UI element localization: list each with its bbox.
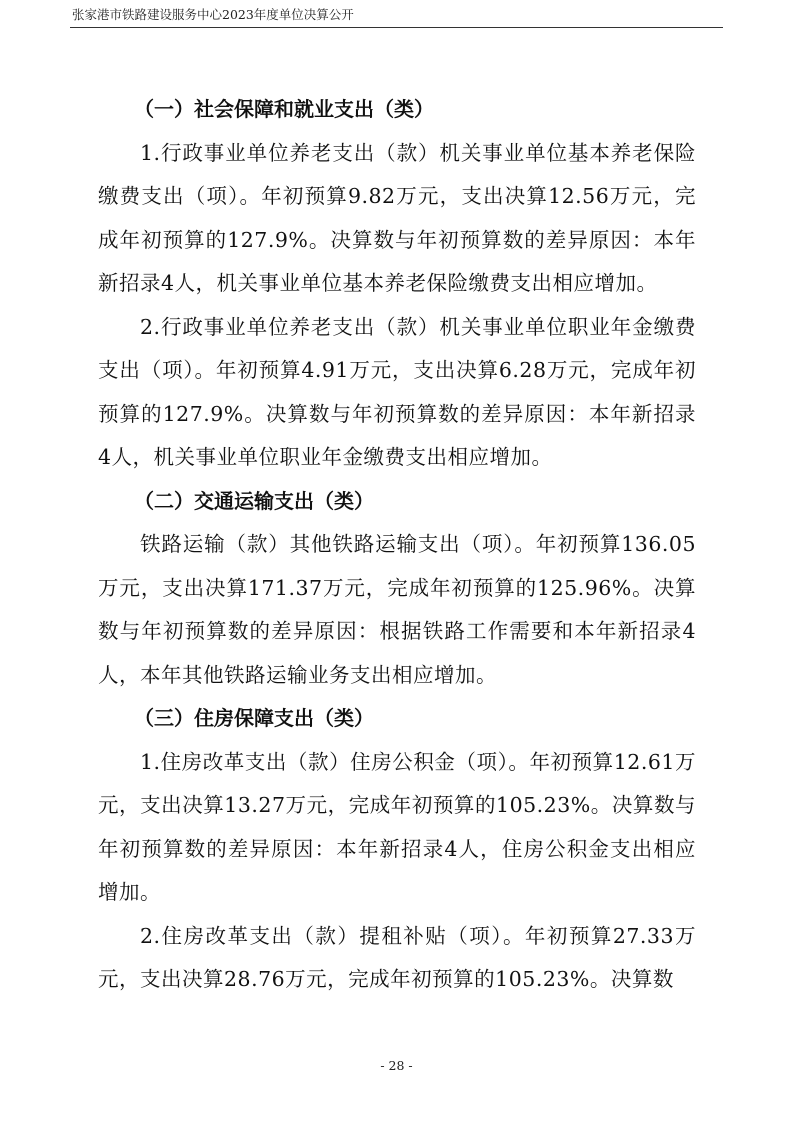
running-header: 张家港市铁路建设服务中心2023年度单位决算公开 xyxy=(72,7,354,22)
paragraph-housing-provident-fund: 1.住房改革支出（款）住房公积金（项）。年初预算12.61万元，支出决算13.27万元，完成年初预算的105.23%。决算数与年初预算数的差异原因：本年新招录4人，住房公积金支出相应增加。 xyxy=(98,749,696,904)
paragraph-basic-pension-insurance: 1.行政事业单位养老支出（款）机关事业单位基本养老保险缴费支出（项）。年初预算9.82万元，支出决算12.56万元，完成年初预算的127.9%。决算数与年初预算数的差异原因：本年新招录4人，机关事业单位基本养老保险缴费支出相应增加。 xyxy=(98,140,696,295)
header-divider xyxy=(70,27,723,28)
section-heading-transportation: （二）交通运输支出（类） xyxy=(134,488,374,513)
section-heading-social-security: （一）社会保障和就业支出（类） xyxy=(134,97,434,121)
paragraph-railway-transport: 铁路运输（款）其他铁路运输支出（项）。年初预算136.05万元，支出决算171.37万元，完成年初预算的125.96%。决算数与年初预算数的差异原因：根据铁路工作需要和本年新招录4人，本年其他铁路运输业务支出相应增加。 xyxy=(98,532,696,687)
section-heading-housing: （三）住房保障支出（类） xyxy=(134,706,374,730)
paragraph-rent-subsidy: 2.住房改革支出（款）提租补贴（项）。年初预算27.33万元，支出决算28.76万元，完成年初预算的105.23%。决算数 xyxy=(98,923,696,991)
paragraph-occupational-annuity: 2.行政事业单位养老支出（款）机关事业单位职业年金缴费支出（项）。年初预算4.91万元，支出决算6.28万元，完成年初预算的127.9%。决算数与年初预算数的差异原因：本年新招录4人，机关事业单位职业年金缴费支出相应增加。 xyxy=(98,314,696,469)
page-number: - 28 - xyxy=(380,1058,413,1073)
document-body xyxy=(98,88,696,1002)
